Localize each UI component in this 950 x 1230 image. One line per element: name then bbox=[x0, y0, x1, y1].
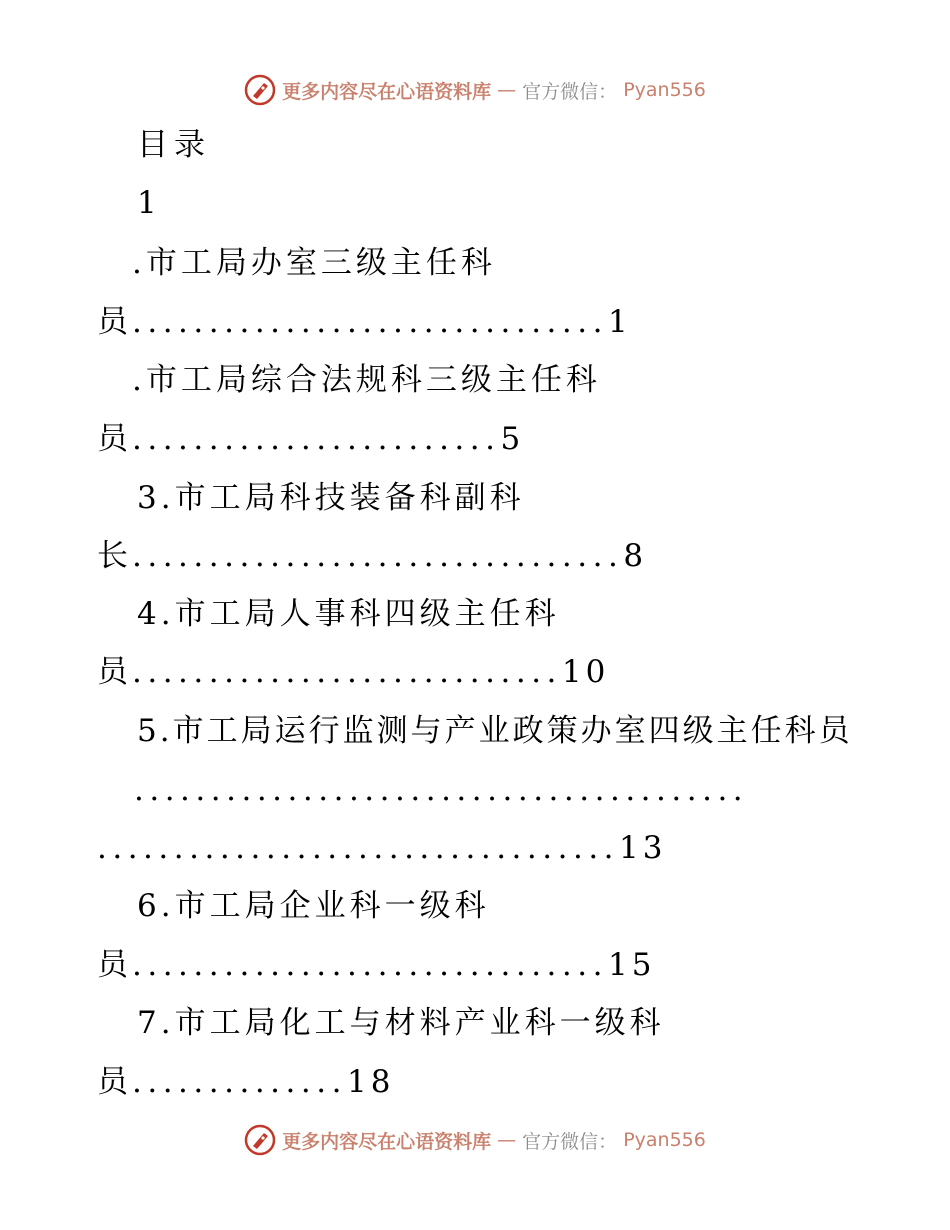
toc-entry-5-page: 13 bbox=[619, 830, 667, 866]
watermark-wechat-id: Pyan556 bbox=[623, 79, 706, 101]
toc-entry-7-dots: .............. bbox=[132, 1064, 347, 1100]
toc-entry-5-dots-line2[interactable]: ........................................ bbox=[134, 772, 749, 808]
toc-entry-1-dots: ............................... bbox=[132, 304, 608, 340]
toc-entry-1-title[interactable]: .市工局办室三级主任科 bbox=[132, 245, 496, 281]
toc-first-number: 1 bbox=[137, 185, 161, 221]
toc-entry-3-leader[interactable] bbox=[97, 536, 647, 576]
watermark-main-text: 更多内容尽在心语资料库 bbox=[282, 1130, 492, 1153]
toc-entry-7-prefix: 员 bbox=[97, 1064, 132, 1100]
toc-entry-6-title[interactable]: 6.市工局企业科一级科 bbox=[137, 888, 490, 924]
watermark-wechat-id: Pyan556 bbox=[623, 1129, 706, 1151]
toc-entry-7-leader[interactable] bbox=[97, 1062, 394, 1102]
toc-entry-3-dots: ................................ bbox=[132, 538, 624, 574]
toc-entry-3-prefix: 长 bbox=[97, 538, 132, 574]
toc-entry-2-page: 5 bbox=[500, 421, 525, 457]
toc-entry-6-page: 15 bbox=[607, 947, 656, 983]
toc-entry-1-prefix: 员 bbox=[97, 304, 132, 340]
toc-entry-5-leader[interactable] bbox=[97, 828, 667, 868]
watermark-dash: — bbox=[497, 79, 517, 101]
toc-entry-6-prefix: 员 bbox=[97, 947, 132, 983]
toc-entry-6-dots: ............................... bbox=[132, 947, 608, 983]
toc-entry-1-page: 1 bbox=[607, 304, 632, 340]
toc-entry-4-prefix: 员 bbox=[97, 654, 132, 690]
toc-entry-3-page: 8 bbox=[623, 538, 648, 574]
watermark-sub-text: 官方微信： bbox=[522, 1130, 618, 1153]
toc-entry-4-page: 10 bbox=[561, 654, 610, 690]
toc-entry-2-dots: ........................ bbox=[132, 421, 501, 457]
watermark-header bbox=[0, 70, 950, 110]
toc-entry-7-page: 18 bbox=[346, 1064, 395, 1100]
toc-entry-1-leader[interactable] bbox=[97, 302, 632, 342]
toc-entry-4-dots: ............................ bbox=[132, 654, 562, 690]
toc-entry-3-title[interactable]: 3.市工局科技装备科副科 bbox=[137, 480, 525, 516]
toc-title: 目录 bbox=[137, 127, 211, 163]
toc-entry-5-dots-line3: .................................. bbox=[97, 830, 620, 866]
pen-nib-logo-icon bbox=[244, 1124, 276, 1156]
toc-entry-4-title[interactable]: 4.市工局人事科四级主任科 bbox=[137, 596, 560, 632]
toc-entry-4-leader[interactable] bbox=[97, 652, 609, 692]
toc-entry-2-title[interactable]: .市工局综合法规科三级主任科 bbox=[132, 362, 601, 398]
toc-entry-7-title[interactable]: 7.市工局化工与材料产业科一级科 bbox=[137, 1005, 665, 1041]
toc-entry-5-title[interactable]: 5.市工局运行监测与产业政策办室四级主任科员 bbox=[137, 713, 853, 749]
toc-entry-2-leader[interactable] bbox=[97, 419, 524, 459]
watermark-sub-text: 官方微信： bbox=[522, 80, 618, 103]
pen-nib-logo-icon bbox=[244, 74, 276, 106]
toc-entry-2-prefix: 员 bbox=[97, 421, 132, 457]
toc-entry-6-leader[interactable] bbox=[97, 945, 655, 985]
watermark-dash: — bbox=[497, 1129, 517, 1151]
watermark-footer bbox=[0, 1120, 950, 1160]
watermark-main-text: 更多内容尽在心语资料库 bbox=[282, 80, 492, 103]
